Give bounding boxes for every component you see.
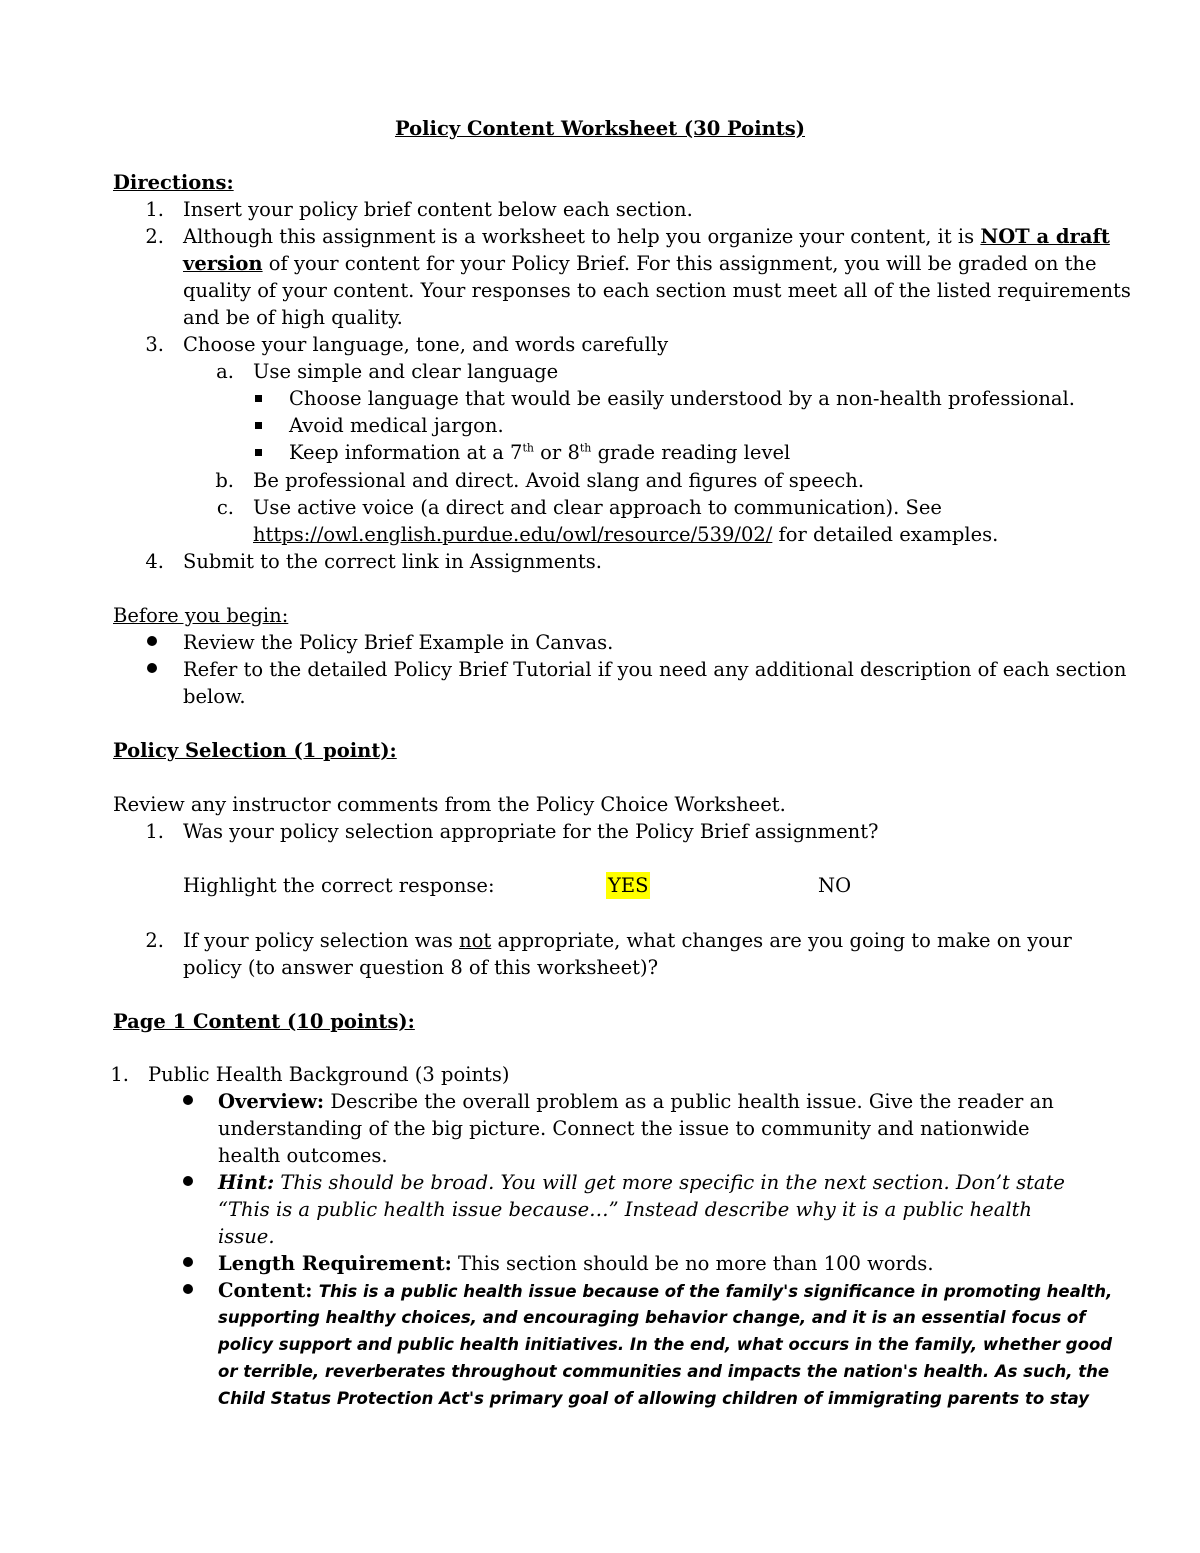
directions-number-2: 2.: [145, 225, 164, 248]
length-requirement: [218, 1250, 934, 1277]
square-bullet-icon: [255, 449, 262, 456]
hint-line-2: “This is a public health issue because…” Instead describe why it is a public health: [218, 1198, 1032, 1221]
bullet-icon: [183, 1095, 193, 1105]
sub-item-c-line-2: [253, 521, 998, 548]
yes-option[interactable]: YES: [608, 874, 649, 897]
q2-text-b: appropriate, what changes are you going to make on your: [491, 929, 1072, 952]
directions-item-2-line-4: and be of high quality.: [183, 306, 403, 329]
content-line-3: policy support and public health initiatives. In the end, what occurs in the family, whether good: [218, 1335, 1113, 1354]
sub-a-bullet-1: Choose language that would be easily understood by a non-health professional.: [289, 387, 1075, 410]
bullet-icon: [183, 1257, 193, 1267]
reading-level-text-b: or 8: [533, 441, 580, 464]
reading-level-text-a: Keep information at a 7: [289, 441, 523, 464]
overview-label: Overview:: [218, 1090, 325, 1113]
version-emphasis: version: [183, 252, 263, 275]
sub-a-bullet-2: Avoid medical jargon.: [289, 414, 504, 437]
content-label: Content:: [218, 1279, 313, 1302]
hint-text: This should be broad. You will get more specific in the next section. Don’t state: [274, 1171, 1065, 1194]
reading-level-text-c: grade reading level: [591, 441, 791, 464]
overview-line-2: understanding of the big picture. Connect the issue to community and nationwide: [218, 1117, 1030, 1140]
before-bullet-1: Review the Policy Brief Example in Canvas.: [183, 631, 614, 654]
directions-number-1: 1.: [145, 198, 164, 221]
directions-item-2-text-b: of your content for your Policy Brief. For this assignment, you will be graded on the: [262, 252, 1097, 275]
policy-question-2-line-2: policy (to answer question 8 of this worksheet)?: [183, 956, 659, 979]
directions-number-3: 3.: [145, 333, 164, 356]
before-heading: Before you begin:: [113, 604, 289, 627]
superscript-th: th: [522, 441, 534, 455]
page1-number-1: 1.: [110, 1063, 129, 1086]
bullet-icon: [147, 636, 157, 646]
before-bullet-2-line-1: Refer to the detailed Policy Brief Tutorial if you need any additional description of each section: [183, 658, 1127, 681]
policy-question-2-line-1: [183, 927, 1072, 954]
directions-number-4: 4.: [145, 550, 164, 573]
not-emphasis: not: [459, 929, 492, 952]
not-a-draft-emphasis: NOT a draft: [980, 225, 1110, 248]
content-text: This is a public health issue because of the family's significance in promoting health,: [318, 1282, 1113, 1301]
hint-label: Hint:: [218, 1171, 275, 1194]
directions-item-2-line-1: [183, 223, 1110, 250]
sub-item-a: Use simple and clear language: [253, 360, 559, 383]
sub-letter-c: c.: [216, 496, 234, 519]
directions-item-2-text: Although this assignment is a worksheet to help you organize your content, it is: [183, 225, 981, 248]
directions-item-1: Insert your policy brief content below each section.: [183, 198, 693, 221]
content-line-5: Child Status Protection Act's primary goal of allowing children of immigrating parents to stay: [218, 1389, 1090, 1408]
policy-q-number-1: 1.: [145, 820, 164, 843]
bullet-icon: [183, 1284, 193, 1294]
policy-selection-intro: Review any instructor comments from the Policy Choice Worksheet.: [113, 793, 786, 816]
length-text: This section should be no more than 100 words.: [451, 1252, 934, 1275]
directions-item-4: Submit to the correct link in Assignments.: [183, 550, 602, 573]
q2-text-a: If your policy selection was: [183, 929, 460, 952]
bullet-icon: [147, 663, 157, 673]
content-line-2: supporting healthy choices, and encouraging behavior change, and it is an essential focus of: [218, 1308, 1086, 1327]
sub-letter-a: a.: [216, 360, 234, 383]
square-bullet-icon: [255, 422, 262, 429]
sub-item-b: Be professional and direct. Avoid slang and figures of speech.: [253, 469, 865, 492]
page-title: Policy Content Worksheet (30 Points): [394, 117, 805, 140]
directions-item-2-line-2: [183, 250, 1097, 277]
sub-a-bullet-3: [289, 439, 790, 466]
policy-q-number-2: 2.: [145, 929, 164, 952]
sub-letter-b: b.: [215, 469, 234, 492]
directions-item-3: Choose your language, tone, and words carefully: [183, 333, 669, 356]
public-health-background: Public Health Background (3 points): [148, 1063, 510, 1086]
directions-item-2-line-3: quality of your content. Your responses to each section must meet all of the listed requirements: [183, 279, 1131, 302]
no-option[interactable]: NO: [818, 874, 852, 897]
bullet-icon: [183, 1176, 193, 1186]
directions-heading: Directions:: [113, 171, 234, 194]
highlight-label: Highlight the correct response:: [183, 874, 495, 897]
overview-text: Describe the overall problem as a public health issue. Give the reader an: [324, 1090, 1054, 1113]
overview-line-3: health outcomes.: [218, 1144, 388, 1167]
purdue-owl-link[interactable]: https://owl.english.purdue.edu/owl/resource/539/02/: [253, 523, 773, 546]
content-line-1: [218, 1277, 1112, 1305]
policy-selection-heading: Policy Selection (1 point):: [113, 739, 397, 762]
before-bullet-2-line-2: below.: [183, 685, 246, 708]
page1-heading: Page 1 Content (10 points):: [113, 1010, 415, 1033]
hint-line-1: [218, 1169, 1065, 1196]
content-line-4: or terrible, reverberates throughout communities and impacts the nation's health. As such, the: [218, 1362, 1110, 1381]
sub-item-c-text: for detailed examples.: [772, 523, 999, 546]
overview-line-1: [218, 1088, 1054, 1115]
superscript-th: th: [579, 441, 592, 455]
square-bullet-icon: [255, 395, 262, 402]
hint-line-3: issue.: [218, 1225, 275, 1248]
sub-item-c-line-1: Use active voice (a direct and clear approach to communication). See: [253, 496, 942, 519]
length-label: Length Requirement:: [218, 1252, 452, 1275]
policy-question-1: Was your policy selection appropriate for the Policy Brief assignment?: [183, 820, 879, 843]
